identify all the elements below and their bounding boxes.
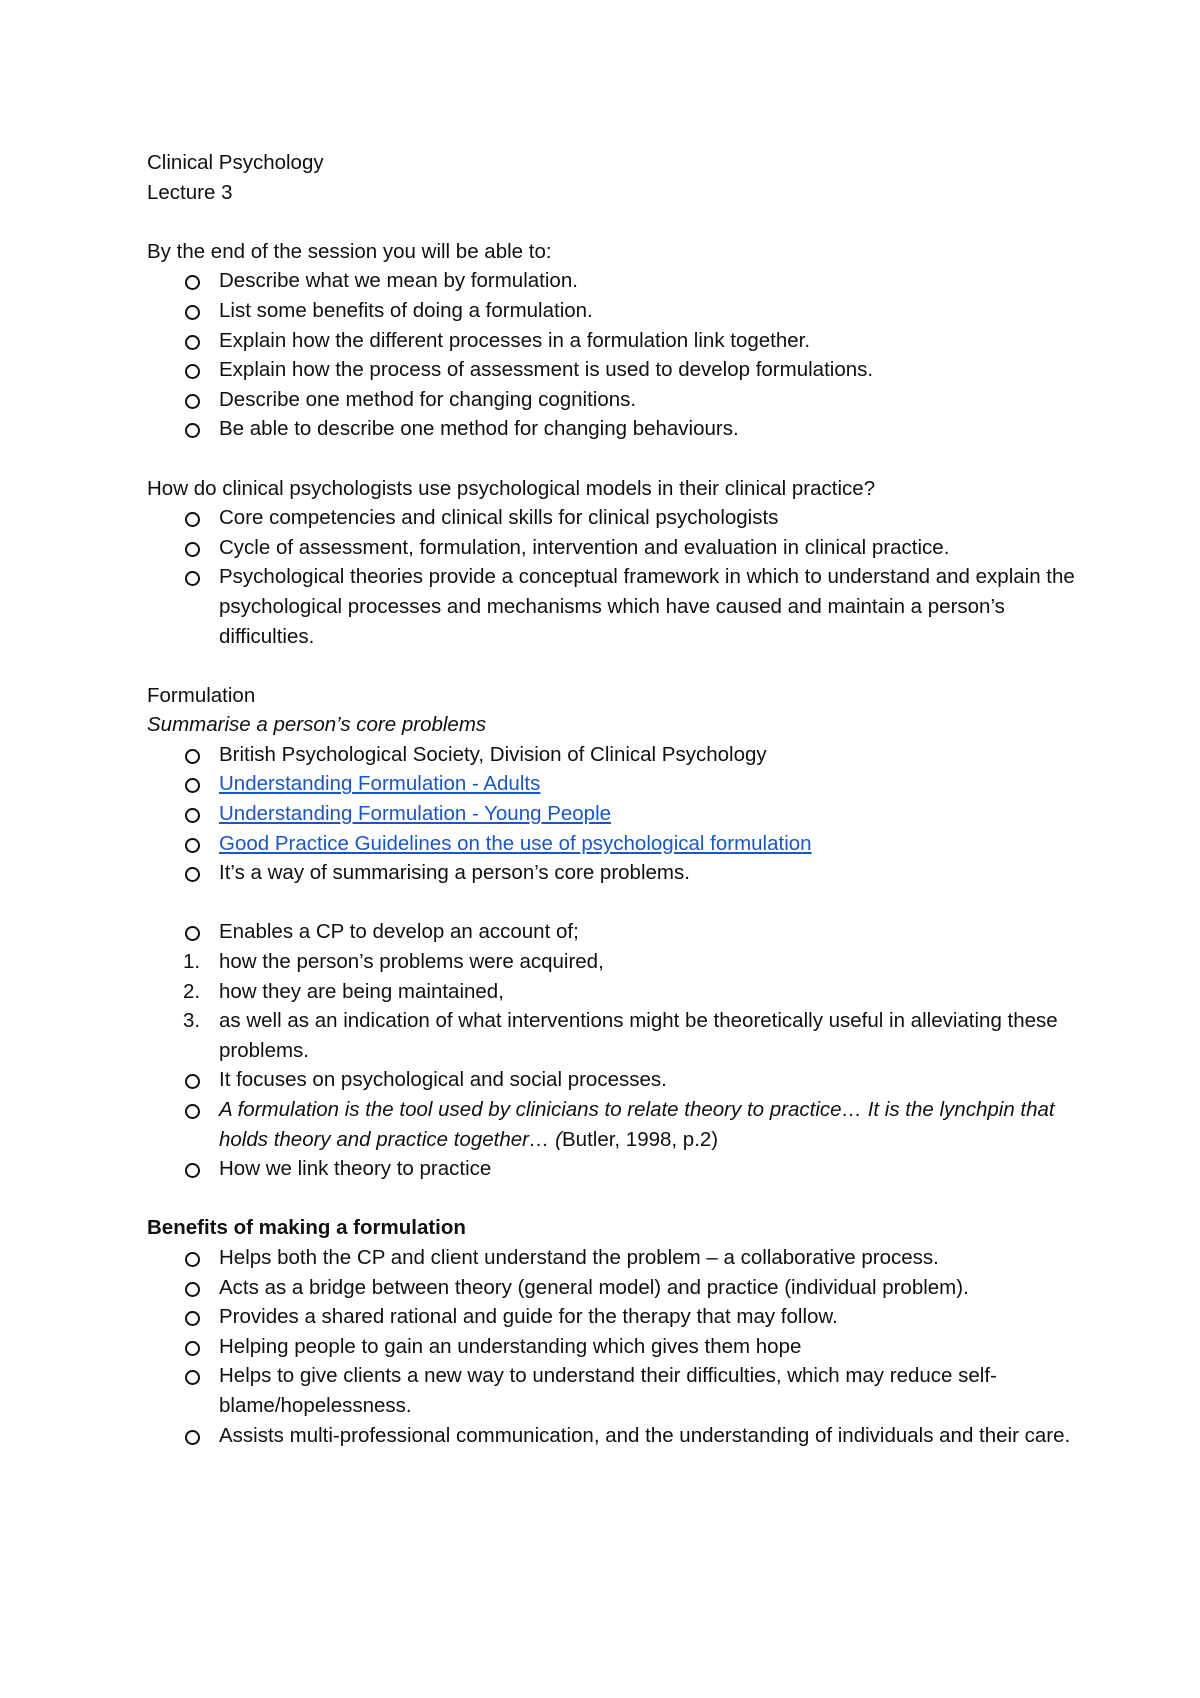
list-item: Cycle of assessment, formulation, intervention and evaluation in clinical practice. — [147, 533, 1100, 563]
circle-bullet-icon — [185, 838, 200, 853]
lecture-number: Lecture 3 — [147, 180, 233, 204]
list-item: Core competencies and clinical skills for clinical psychologists — [147, 503, 1100, 533]
link-formulation-adults[interactable]: Understanding Formulation - Adults — [219, 772, 541, 796]
list-item: Psychological theories provide a conceptual framework in which to understand and explain the psychological processes and mechanisms which have caused and maintain a person’s difficulties. — [147, 562, 1100, 651]
circle-bullet-icon — [185, 867, 200, 882]
list-item: It focuses on psychological and social processes. — [147, 1065, 1100, 1095]
list-number: 3. — [183, 1009, 201, 1033]
butler-citation: Butler, 1998, p.2) — [562, 1127, 719, 1151]
list-item: How we link theory to practice — [147, 1154, 1100, 1184]
list-item: Helps to give clients a new way to understand their difficulties, which may reduce self-blame/hopelessness. — [147, 1361, 1100, 1420]
list-item: Explain how the process of assessment is used to develop formulations. — [147, 355, 1100, 385]
list-item: Acts as a bridge between theory (general model) and practice (individual problem). — [147, 1273, 1100, 1303]
objectives-list — [147, 266, 1100, 444]
circle-bullet-icon — [185, 275, 200, 290]
circle-bullet-icon — [185, 1163, 200, 1178]
list-item: Helping people to gain an understanding which gives them hope — [147, 1332, 1100, 1362]
benefits-heading: Benefits of making a formulation — [147, 1216, 466, 1240]
objectives-intro: By the end of the session you will be able to: — [147, 239, 552, 263]
circle-bullet-icon — [185, 1311, 200, 1326]
circle-bullet-icon — [185, 808, 200, 823]
list-item: Explain how the different processes in a formulation link together. — [147, 326, 1100, 356]
circle-bullet-icon — [185, 1252, 200, 1267]
circle-bullet-icon — [185, 1282, 200, 1297]
circle-bullet-icon — [185, 778, 200, 793]
formulation-subheading: Summarise a person’s core problems — [147, 713, 487, 737]
list-item: Helps both the CP and client understand the problem – a collaborative process. — [147, 1243, 1100, 1273]
numbered-item: 1. how the person’s problems were acquired, — [147, 947, 1100, 977]
circle-bullet-icon — [185, 1430, 200, 1445]
circle-bullet-icon — [185, 512, 200, 527]
link-good-practice-guidelines[interactable]: Good Practice Guidelines on the use of psychological formulation — [219, 831, 812, 855]
formulation-list — [147, 740, 1100, 888]
numbered-item: 2. how they are being maintained, — [147, 977, 1100, 1007]
list-item: British Psychological Society, Division of Clinical Psychology — [147, 740, 1100, 770]
document-title: Clinical Psychology — [147, 151, 324, 174]
numbered-item: 3. as well as an indication of what interventions might be theoretically useful in alleviating these problems. — [147, 1006, 1100, 1065]
circle-bullet-icon — [185, 1341, 200, 1356]
list-item: It’s a way of summarising a person’s core problems. — [147, 858, 1100, 888]
circle-bullet-icon — [185, 305, 200, 320]
list-item: Describe one method for changing cognitions. — [147, 385, 1100, 415]
circle-bullet-icon — [185, 394, 200, 409]
link-formulation-young-people[interactable]: Understanding Formulation - Young People — [219, 802, 612, 826]
formulation-heading: Formulation — [147, 683, 256, 707]
list-item: Assists multi-professional communication, and the understanding of individuals and their care. — [147, 1421, 1100, 1451]
circle-bullet-icon — [185, 1370, 200, 1385]
benefits-list — [147, 1243, 1100, 1450]
models-question: How do clinical psychologists use psychological models in their clinical practice? — [147, 476, 876, 500]
circle-bullet-icon — [185, 1074, 200, 1089]
circle-bullet-icon — [185, 749, 200, 764]
circle-bullet-icon — [185, 571, 200, 586]
circle-bullet-icon — [185, 423, 200, 438]
list-number: 1. — [183, 950, 201, 974]
list-number: 2. — [183, 979, 201, 1003]
list-item — [147, 1095, 1100, 1154]
models-list — [147, 503, 1100, 651]
list-item — [147, 829, 1100, 859]
list-item: Be able to describe one method for changing behaviours. — [147, 414, 1100, 444]
butler-quote: A formulation is the tool used by clinicians to relate theory to practice… It is the lynchpin that holds theory and practice together… ( — [219, 1098, 1055, 1151]
account-list — [147, 917, 1100, 1183]
circle-bullet-icon — [185, 542, 200, 557]
circle-bullet-icon — [185, 364, 200, 379]
list-item: List some benefits of doing a formulation. — [147, 296, 1100, 326]
list-item — [147, 799, 1100, 829]
list-item: Provides a shared rational and guide for the therapy that may follow. — [147, 1302, 1100, 1332]
circle-bullet-icon — [185, 1104, 200, 1119]
circle-bullet-icon — [185, 335, 200, 350]
list-item — [147, 769, 1100, 799]
list-item: Enables a CP to develop an account of; — [147, 917, 1100, 947]
list-item: Describe what we mean by formulation. — [147, 266, 1100, 296]
circle-bullet-icon — [185, 926, 200, 941]
